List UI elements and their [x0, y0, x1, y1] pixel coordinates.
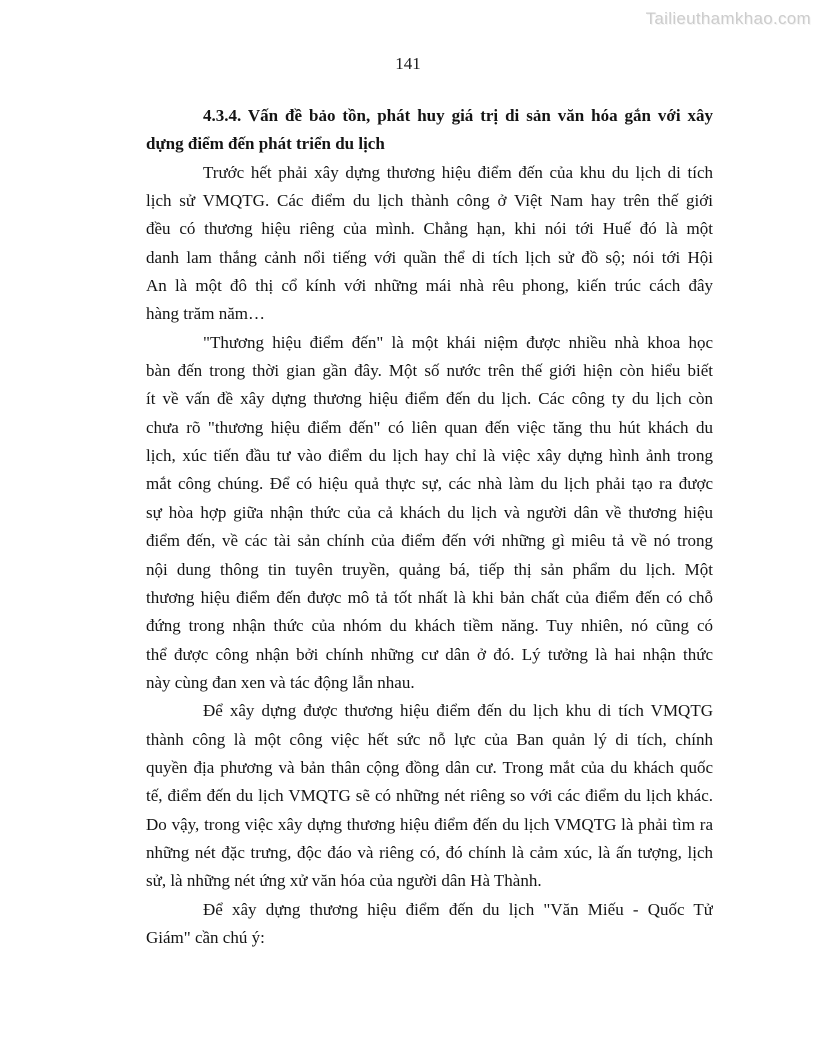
text-line: nội dung thông tin tuyên truyền, quảng bá, tiếp thị sản phẩm du lịch. Một	[146, 559, 713, 579]
text-line: danh lam thắng cảnh nổi tiếng với quần thể di tích lịch sử đồ sộ; nói tới Hội	[146, 247, 713, 267]
text-line: điểm đến, về các tài sản chính của điểm đến với những gì miêu tả về nó trong	[146, 531, 713, 551]
paragraph	[146, 697, 713, 895]
section-heading	[146, 102, 713, 159]
text-line: thể được công nhận bởi chính những cư dân ở đó. Lý tưởng là hai nhận thức	[146, 644, 713, 664]
text-line: Để xây dựng thương hiệu điểm đến du lịch "Văn Miếu - Quốc Tử	[203, 899, 713, 919]
text-line: này cùng đan xen và tác động lẫn nhau.	[146, 672, 415, 692]
document-content	[146, 102, 713, 952]
text-line: đứng trong nhận thức của nhóm du khách tiềm năng. Tuy nhiên, nó cũng có	[146, 616, 713, 636]
text-line: An là một đô thị cổ kính với những mái nhà rêu phong, kiến trúc cách đây	[146, 276, 713, 296]
text-line: sử, là những nét ứng xử văn hóa của người dân Hà Thành.	[146, 871, 542, 891]
text-line: những nét đặc trưng, độc đáo và riêng có, đó chính là cảm xúc, là ấn tượng, lịch	[146, 842, 713, 862]
text-line: 4.3.4. Vấn đề bảo tồn, phát huy giá trị di sản văn hóa gắn với xây	[203, 106, 713, 125]
text-line: thương hiệu điểm đến được mô tả tốt nhất là khi bản chất của điểm đến có chỗ	[146, 587, 713, 607]
text-line: tế, điểm đến du lịch VMQTG sẽ có những nét riêng so với các điểm du lịch khác.	[146, 786, 713, 806]
text-line: ít về vấn đề xây dựng thương hiệu điểm đến du lịch. Các công ty du lịch còn	[146, 389, 713, 409]
text-line: Để xây dựng được thương hiệu điểm đến du lịch khu di tích VMQTG	[203, 701, 713, 721]
watermark: Tailieuthamkhao.com	[645, 9, 811, 28]
text-line: lịch, xúc tiến đầu tư vào điểm du lịch hay chỉ là việc xây dựng hình ảnh trong	[146, 446, 713, 466]
text-line: thành công là một công việc hết sức nỗ lực của Ban quản lý di tích, chính	[146, 729, 713, 749]
text-line: dựng điểm đến phát triển du lịch	[146, 134, 385, 154]
page-number: 141	[395, 54, 421, 73]
text-line: bàn đến trong thời gian gần đây. Một số nước trên thế giới hiện còn hiểu biết	[146, 361, 713, 381]
text-line: chưa rõ "thương hiệu điểm đến" có liên quan đến việc tăng thu hút khách du	[146, 417, 713, 437]
text-line: hàng trăm năm…	[146, 304, 265, 324]
paragraph	[146, 329, 713, 697]
paragraph	[146, 896, 713, 953]
text-line: Trước hết phải xây dựng thương hiệu điểm đến của khu du lịch di tích	[203, 162, 713, 182]
text-line: mắt công chúng. Để có hiệu quả thực sự, các nhà làm du lịch phải tạo ra được	[146, 474, 713, 494]
text-line: sự hòa hợp giữa nhận thức của cả khách du lịch và người dân về thương hiệu	[146, 502, 713, 522]
text-line: đều có thương hiệu riêng của mình. Chẳng hạn, khi nói tới Huế đó là một	[146, 219, 713, 239]
text-line: "Thương hiệu điểm đến" là một khái niệm được nhiều nhà khoa học	[203, 332, 713, 352]
text-line: lịch sử VMQTG. Các điểm du lịch thành công ở Việt Nam hay trên thế giới	[146, 191, 713, 211]
text-line: quyền địa phương và bản thân cộng đồng dân cư. Trong mắt của du khách quốc	[146, 757, 713, 777]
text-line: Giám" cần chú ý:	[146, 927, 265, 947]
text-line: Do vậy, trong việc xây dựng thương hiệu điểm đến du lịch VMQTG là phải tìm ra	[146, 814, 713, 834]
paragraph	[146, 159, 713, 329]
